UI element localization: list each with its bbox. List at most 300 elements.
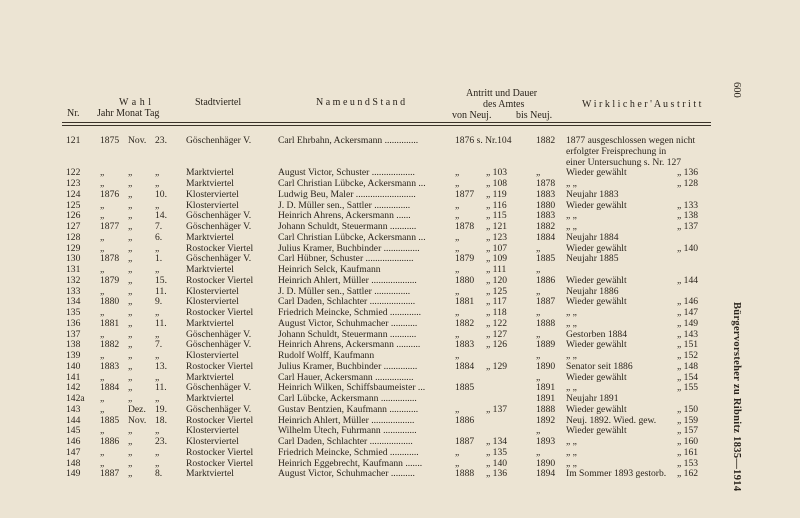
cell-austritt-nr: „ 160 [677, 436, 699, 447]
cell-name-stand: Heinrich Selck, Kaufmann [278, 264, 381, 275]
cell-bis: 1892 [536, 414, 556, 426]
cell-monat: „ [128, 350, 133, 361]
cell-austritt-nr: „ 148 [677, 360, 699, 372]
cell-von: 1884 [455, 360, 475, 372]
cell-austritt-nr: „ 159 [677, 414, 699, 426]
cell-tag: 1. [155, 253, 163, 265]
cell-nr: 137 [66, 328, 81, 340]
cell-bis: „ [536, 350, 541, 361]
cell-austritt: „ „ [566, 436, 577, 447]
cell-tag: „ [155, 307, 160, 318]
cell-bis: 1886 [536, 274, 556, 286]
table-row [0, 157, 720, 168]
cell-stadtviertel: Rostocker Viertel [186, 274, 254, 286]
cell-name-stand: Carl Hauer, Ackersmann ................ [278, 371, 414, 383]
cell-stadtviertel: Rostocker Viertel [186, 242, 254, 254]
cell-name-stand: August Victor, Schuster .................. [278, 167, 415, 179]
cell-austritt: „ „ [566, 210, 577, 222]
cell-von: „ [455, 457, 460, 469]
table-row [0, 415, 720, 426]
table-row [0, 339, 720, 350]
table-row [0, 350, 720, 361]
cell-dauer: „ 116 [486, 199, 507, 211]
cell-bis: 1880 [536, 199, 556, 211]
cell-stadtviertel: Marktviertel [186, 317, 234, 329]
cell-nr: 126 [66, 210, 81, 222]
cell-von: 1878 [455, 221, 475, 232]
cell-monat: „ [128, 371, 133, 383]
cell-stadtviertel: Klosterviertel [186, 188, 239, 200]
cell-stadtviertel: Marktviertel [186, 178, 234, 189]
cell-nr: 135 [66, 307, 81, 318]
cell-dauer: „ 140 [486, 457, 508, 469]
cell-tag: 13. [155, 360, 167, 372]
cell-austritt: „ „ [566, 446, 577, 458]
cell-austritt: „ „ [566, 178, 577, 189]
cell-tag: „ [155, 178, 160, 189]
table-row [0, 372, 720, 383]
cell-dauer: „ 122 [486, 317, 508, 329]
cell-austritt-nr: „ 155 [677, 382, 699, 394]
cell-austritt: „ „ [566, 221, 577, 232]
cell-austritt-nr: „ 161 [677, 446, 699, 458]
cell-von: „ [455, 178, 460, 189]
table-row [0, 425, 720, 436]
cell-bis: 1882 [536, 135, 556, 146]
cell-jahr: „ [100, 393, 105, 404]
cell-von: 1885 [455, 382, 475, 394]
cell-dauer: „ 118 [486, 307, 507, 318]
cell-austritt: Wieder gewählt [566, 425, 627, 437]
cell-nr: 148 [66, 457, 81, 469]
cell-tag: 11. [155, 317, 167, 329]
cell-dauer: „ 117 [486, 296, 507, 308]
cell-jahr: „ [100, 210, 105, 222]
cell-jahr: 1887 [100, 468, 120, 480]
cell-stadtviertel: Rostocker Viertel [186, 360, 254, 372]
cell-tag: „ [155, 242, 160, 254]
cell-tag: 11. [155, 285, 167, 297]
cell-dauer: „ 136 [486, 468, 508, 480]
cell-austritt: „ „ [566, 350, 577, 361]
cell-nr: 142 [66, 382, 81, 394]
cell-dauer: „ 121 [486, 221, 508, 232]
cell-name-stand: August Victor, Schuhmacher .......... [278, 468, 415, 480]
cell-monat: Nov. [128, 414, 147, 426]
table-row [0, 232, 720, 243]
cell-von: 1886 [455, 414, 475, 426]
cell-tag: 23. [155, 135, 167, 146]
cell-tag: 10. [155, 188, 167, 200]
header-von-neuj: von Neuj. [452, 110, 492, 121]
cell-stadtviertel: Göschenhäger V. [186, 403, 252, 415]
cell-nr: 140 [66, 360, 81, 372]
cell-bis: „ [536, 264, 541, 275]
cell-nr: 131 [66, 264, 81, 275]
cell-jahr: „ [100, 307, 105, 318]
cell-dauer: „ 111 [486, 264, 507, 275]
table-row [0, 361, 720, 372]
cell-name-stand: Johann Schuldt, Steuermann ........... [278, 328, 417, 340]
cell-stadtviertel: Marktviertel [186, 231, 234, 243]
cell-bis: 1891 [536, 382, 556, 394]
cell-nr: 129 [66, 242, 81, 254]
cell-bis: 1889 [536, 339, 556, 351]
cell-stadtviertel: Göschenhäger V. [186, 339, 252, 351]
table-row [0, 189, 720, 200]
cell-monat: „ [128, 296, 133, 308]
cell-tag: 7. [155, 221, 163, 232]
cell-jahr: 1884 [100, 382, 120, 394]
cell-austritt-nr: „ 128 [677, 178, 699, 189]
cell-nr: 142a [66, 393, 85, 404]
cell-name-stand: Heinrich Ahlert, Müller .................. [278, 414, 415, 426]
cell-austritt: „ „ [566, 457, 577, 469]
cell-bis: „ [536, 328, 541, 340]
cell-name-stand: Julius Kramer, Buchbinder ............... [278, 242, 420, 254]
cell-tag: 7. [155, 339, 163, 351]
table-row [0, 243, 720, 254]
cell-jahr: „ [100, 328, 105, 340]
cell-austritt: Wieder gewählt [566, 242, 627, 254]
cell-jahr: 1882 [100, 339, 120, 351]
cell-monat: Nov. [128, 135, 147, 146]
cell-tag: 15. [155, 274, 167, 286]
header-bis-neuj: bis Neuj. [516, 110, 553, 121]
cell-dauer: „ 108 [486, 178, 508, 189]
cell-stadtviertel: Rostocker Viertel [186, 457, 254, 469]
cell-dauer: „ 127 [486, 328, 508, 340]
cell-tag: 6. [155, 231, 163, 243]
cell-von: 1877 [455, 188, 475, 200]
cell-bis: 1883 [536, 188, 556, 200]
cell-austritt-nr: „ 149 [677, 317, 699, 329]
table-row [0, 329, 720, 340]
cell-monat: „ [128, 178, 133, 189]
cell-jahr: 1883 [100, 360, 120, 372]
cell-nr: 127 [66, 221, 81, 232]
cell-bis: 1894 [536, 468, 556, 480]
cell-austritt-nr: „ 153 [677, 457, 699, 469]
cell-dauer: „ 126 [486, 339, 508, 351]
page-number: 600 [731, 82, 742, 98]
cell-nr: 124 [66, 188, 81, 200]
cell-monat: „ [128, 264, 133, 275]
cell-name-stand: Gustav Bentzien, Kaufmann ............ [278, 403, 419, 415]
cell-von: „ [455, 231, 460, 243]
cell-jahr: 1877 [100, 221, 120, 232]
cell-jahr: „ [100, 231, 105, 243]
cell-von: 1882 [455, 317, 475, 329]
cell-stadtviertel: Marktviertel [186, 264, 234, 275]
cell-tag: „ [155, 393, 160, 404]
cell-tag: „ [155, 371, 160, 383]
cell-austritt-nr: „ 147 [677, 307, 699, 318]
cell-name-stand: Friedrich Meincke, Schmied ............ [278, 446, 419, 458]
cell-name-stand: Heinrich Wilken, Schiffsbaumeister ... [278, 382, 426, 394]
cell-tag: „ [155, 425, 160, 437]
header-antritt-line2: des Amtes [483, 99, 525, 110]
table-row [0, 221, 720, 232]
header-rule-top [62, 122, 711, 123]
table-row [0, 135, 720, 146]
cell-dauer: „ 103 [486, 167, 508, 179]
cell-von: „ [455, 167, 460, 179]
cell-dauer: „ 129 [486, 360, 508, 372]
cell-austritt: Wieder gewählt [566, 274, 627, 286]
cell-von: 1876 s. Nr.104 [455, 135, 512, 146]
cell-monat: „ [128, 221, 133, 232]
cell-austritt-nr: „ 138 [677, 210, 699, 222]
table-row [0, 468, 720, 479]
cell-bis: „ [536, 242, 541, 254]
cell-jahr: „ [100, 457, 105, 469]
cell-dauer: „ 115 [486, 210, 507, 222]
cell-tag: „ [155, 328, 160, 340]
cell-tag: 19. [155, 403, 167, 415]
cell-austritt: einer Untersuchung s. Nr. 127 [566, 156, 682, 168]
cell-name-stand: Carl Daden, Schlachter ................... [278, 296, 416, 308]
header-nr: Nr. [67, 108, 80, 119]
cell-jahr: 1881 [100, 317, 120, 329]
table-row [0, 382, 720, 393]
cell-monat: „ [128, 393, 133, 404]
cell-bis: 1893 [536, 436, 556, 447]
cell-bis: 1888 [536, 403, 556, 415]
cell-austritt-nr: „ 150 [677, 403, 699, 415]
cell-nr: 149 [66, 468, 81, 480]
table-row [0, 393, 720, 404]
cell-name-stand: J. D. Müller sen., Sattler ............... [278, 285, 411, 297]
cell-austritt-nr: „ 133 [677, 199, 699, 211]
cell-nr: 147 [66, 446, 81, 458]
cell-stadtviertel: Klosterviertel [186, 425, 239, 437]
cell-bis: „ [536, 285, 541, 297]
cell-bis: 1885 [536, 253, 556, 265]
header-rule-bottom [62, 125, 711, 126]
table-row [0, 253, 720, 264]
cell-name-stand: Ludwig Beu, Maler ......................... [278, 188, 416, 200]
cell-austritt: Neujahr 1883 [566, 188, 619, 200]
cell-monat: „ [128, 199, 133, 211]
cell-tag: „ [155, 264, 160, 275]
cell-jahr: „ [100, 350, 105, 361]
table-row [0, 404, 720, 415]
cell-tag: 14. [155, 210, 167, 222]
cell-name-stand: Carl Ehrbahn, Ackersmann .............. [278, 135, 419, 146]
cell-dauer: „ 120 [486, 274, 508, 286]
cell-bis: 1882 [536, 221, 556, 232]
cell-von: „ [455, 403, 460, 415]
cell-austritt: erfolgter Freisprechung in [566, 145, 667, 157]
cell-austritt: Wieder gewählt [566, 199, 627, 211]
cell-monat: „ [128, 167, 133, 179]
cell-austritt: Wieder gewählt [566, 403, 627, 415]
cell-name-stand: J. D. Müller sen., Sattler ............... [278, 199, 411, 211]
cell-name-stand: Carl Daden, Schlachter .................. [278, 436, 413, 447]
cell-bis: „ [536, 371, 541, 383]
cell-jahr: „ [100, 425, 105, 437]
cell-dauer: „ 123 [486, 231, 508, 243]
cell-tag: „ [155, 457, 160, 469]
cell-stadtviertel: Klosterviertel [186, 199, 239, 211]
cell-jahr: „ [100, 178, 105, 189]
table-row [0, 167, 720, 178]
cell-austritt-nr: „ 157 [677, 425, 699, 437]
cell-bis: 1887 [536, 296, 556, 308]
cell-von: „ [455, 199, 460, 211]
cell-monat: „ [128, 210, 133, 222]
cell-monat: „ [128, 446, 133, 458]
cell-name-stand: Johann Schuldt, Steuermann ........... [278, 221, 417, 232]
cell-austritt: Neuj. 1892. Wied. gew. [566, 414, 657, 426]
cell-bis: „ [536, 446, 541, 458]
cell-nr: 132 [66, 274, 81, 286]
cell-name-stand: Heinrich Ahlert, Müller ................... [278, 274, 417, 286]
cell-von: „ [455, 285, 460, 297]
cell-bis: „ [536, 167, 541, 179]
cell-monat: „ [128, 339, 133, 351]
cell-austritt: Wieder gewählt [566, 371, 627, 383]
cell-stadtviertel: Klosterviertel [186, 350, 239, 361]
table-row [0, 275, 720, 286]
cell-jahr: „ [100, 285, 105, 297]
cell-dauer: „ 109 [486, 253, 508, 265]
cell-austritt-nr: „ 162 [677, 468, 699, 480]
cell-von: 1883 [455, 339, 475, 351]
header-name-stand: N a m e u n d S t a n d [316, 97, 406, 108]
cell-austritt-nr: „ 151 [677, 339, 699, 351]
cell-dauer: „ 107 [486, 242, 508, 254]
table-row [0, 296, 720, 307]
cell-name-stand: August Victor, Schuhmacher ........... [278, 317, 418, 329]
cell-austritt-nr: „ 140 [677, 242, 699, 254]
cell-austritt-nr: „ 137 [677, 221, 699, 232]
cell-dauer: „ 137 [486, 403, 508, 415]
cell-nr: 141 [66, 371, 81, 383]
cell-nr: 128 [66, 231, 81, 243]
cell-name-stand: Rudolf Wolff, Kaufmann [278, 350, 375, 361]
cell-austritt: Wieder gewählt [566, 167, 627, 179]
table-row [0, 447, 720, 458]
cell-austritt: Wieder gewählt [566, 339, 627, 351]
cell-stadtviertel: Klosterviertel [186, 296, 239, 308]
table-row [0, 318, 720, 329]
cell-austritt: Neujahr 1885 [566, 253, 619, 265]
cell-austritt: Neujahr 1891 [566, 393, 619, 404]
cell-stadtviertel: Marktviertel [186, 371, 234, 383]
cell-monat: „ [128, 425, 133, 437]
cell-nr: 125 [66, 199, 81, 211]
cell-nr: 122 [66, 167, 81, 179]
cell-dauer: „ 119 [486, 188, 507, 200]
cell-von: „ [455, 328, 460, 340]
header-austritt: W i r k l i c h e r ' A u s t r i t t [582, 99, 702, 110]
cell-jahr: „ [100, 242, 105, 254]
table-row [0, 200, 720, 211]
cell-jahr: 1879 [100, 274, 120, 286]
cell-monat: „ [128, 307, 133, 318]
cell-dauer: „ 125 [486, 285, 508, 297]
cell-tag: „ [155, 167, 160, 179]
cell-jahr: „ [100, 446, 105, 458]
cell-nr: 138 [66, 339, 81, 351]
cell-dauer: „ 135 [486, 446, 508, 458]
cell-bis: 1883 [536, 210, 556, 222]
cell-stadtviertel: Rostocker Viertel [186, 414, 254, 426]
cell-jahr: 1876 [100, 188, 120, 200]
cell-jahr: „ [100, 199, 105, 211]
cell-jahr: „ [100, 371, 105, 383]
header-stadtviertel: Stadtviertel [195, 97, 242, 108]
cell-austritt-nr: „ 143 [677, 328, 699, 340]
cell-von: „ [455, 307, 460, 318]
cell-monat: „ [128, 231, 133, 243]
cell-von: 1888 [455, 468, 475, 480]
cell-nr: 145 [66, 425, 81, 437]
table-row [0, 458, 720, 469]
cell-austritt-nr: „ 152 [677, 350, 699, 361]
cell-von: 1887 [455, 436, 475, 447]
cell-jahr: 1885 [100, 414, 120, 426]
cell-jahr: „ [100, 167, 105, 179]
cell-von: „ [455, 242, 460, 254]
cell-austritt: Im Sommer 1893 gestorb. [566, 468, 667, 480]
cell-bis: 1888 [536, 317, 556, 329]
cell-monat: „ [128, 274, 133, 286]
cell-name-stand: Julius Kramer, Buchbinder .............. [278, 360, 418, 372]
cell-nr: 136 [66, 317, 81, 329]
cell-von: „ [455, 446, 460, 458]
table-row [0, 436, 720, 447]
cell-bis: „ [536, 425, 541, 437]
cell-austritt: 1877 ausgeschlossen wegen nicht [566, 135, 696, 146]
cell-bis: 1884 [536, 231, 556, 243]
cell-von: 1881 [455, 296, 475, 308]
cell-tag: „ [155, 350, 160, 361]
side-title: Bürgervorsteher zu Ribnitz 1835—1914 [731, 302, 742, 492]
cell-bis: 1890 [536, 457, 556, 469]
header-jahr-monat-tag: Jahr Monat Tag [97, 108, 160, 119]
cell-name-stand: Friedrich Meincke, Schmied ............. [278, 307, 422, 318]
cell-stadtviertel: Marktviertel [186, 167, 234, 179]
cell-bis: 1890 [536, 360, 556, 372]
cell-von: „ [455, 264, 460, 275]
cell-tag: 23. [155, 436, 167, 447]
header-wahl: W a h l [119, 97, 152, 108]
cell-bis: 1878 [536, 178, 556, 189]
cell-stadtviertel: Göschenhäger V. [186, 253, 252, 265]
cell-austritt: „ „ [566, 382, 577, 394]
cell-nr: 134 [66, 296, 81, 308]
table-row [0, 178, 720, 189]
cell-tag: 18. [155, 414, 167, 426]
cell-monat: „ [128, 285, 133, 297]
cell-tag: „ [155, 199, 160, 211]
cell-austritt-nr: „ 136 [677, 167, 699, 179]
cell-monat: „ [128, 188, 133, 200]
cell-name-stand: Carl Lübcke, Ackersmann ............... [278, 393, 417, 404]
cell-name-stand: Carl Christian Lübcke, Ackersmann ... [278, 231, 426, 243]
table-row [0, 264, 720, 275]
cell-monat: „ [128, 242, 133, 254]
cell-austritt-nr: „ 146 [677, 296, 699, 308]
cell-stadtviertel: Klosterviertel [186, 436, 239, 447]
cell-name-stand: Wilhelm Utech, Fuhrmann .............. [278, 425, 417, 437]
cell-tag: 9. [155, 296, 163, 308]
cell-stadtviertel: Marktviertel [186, 468, 234, 480]
cell-von: „ [455, 350, 460, 361]
